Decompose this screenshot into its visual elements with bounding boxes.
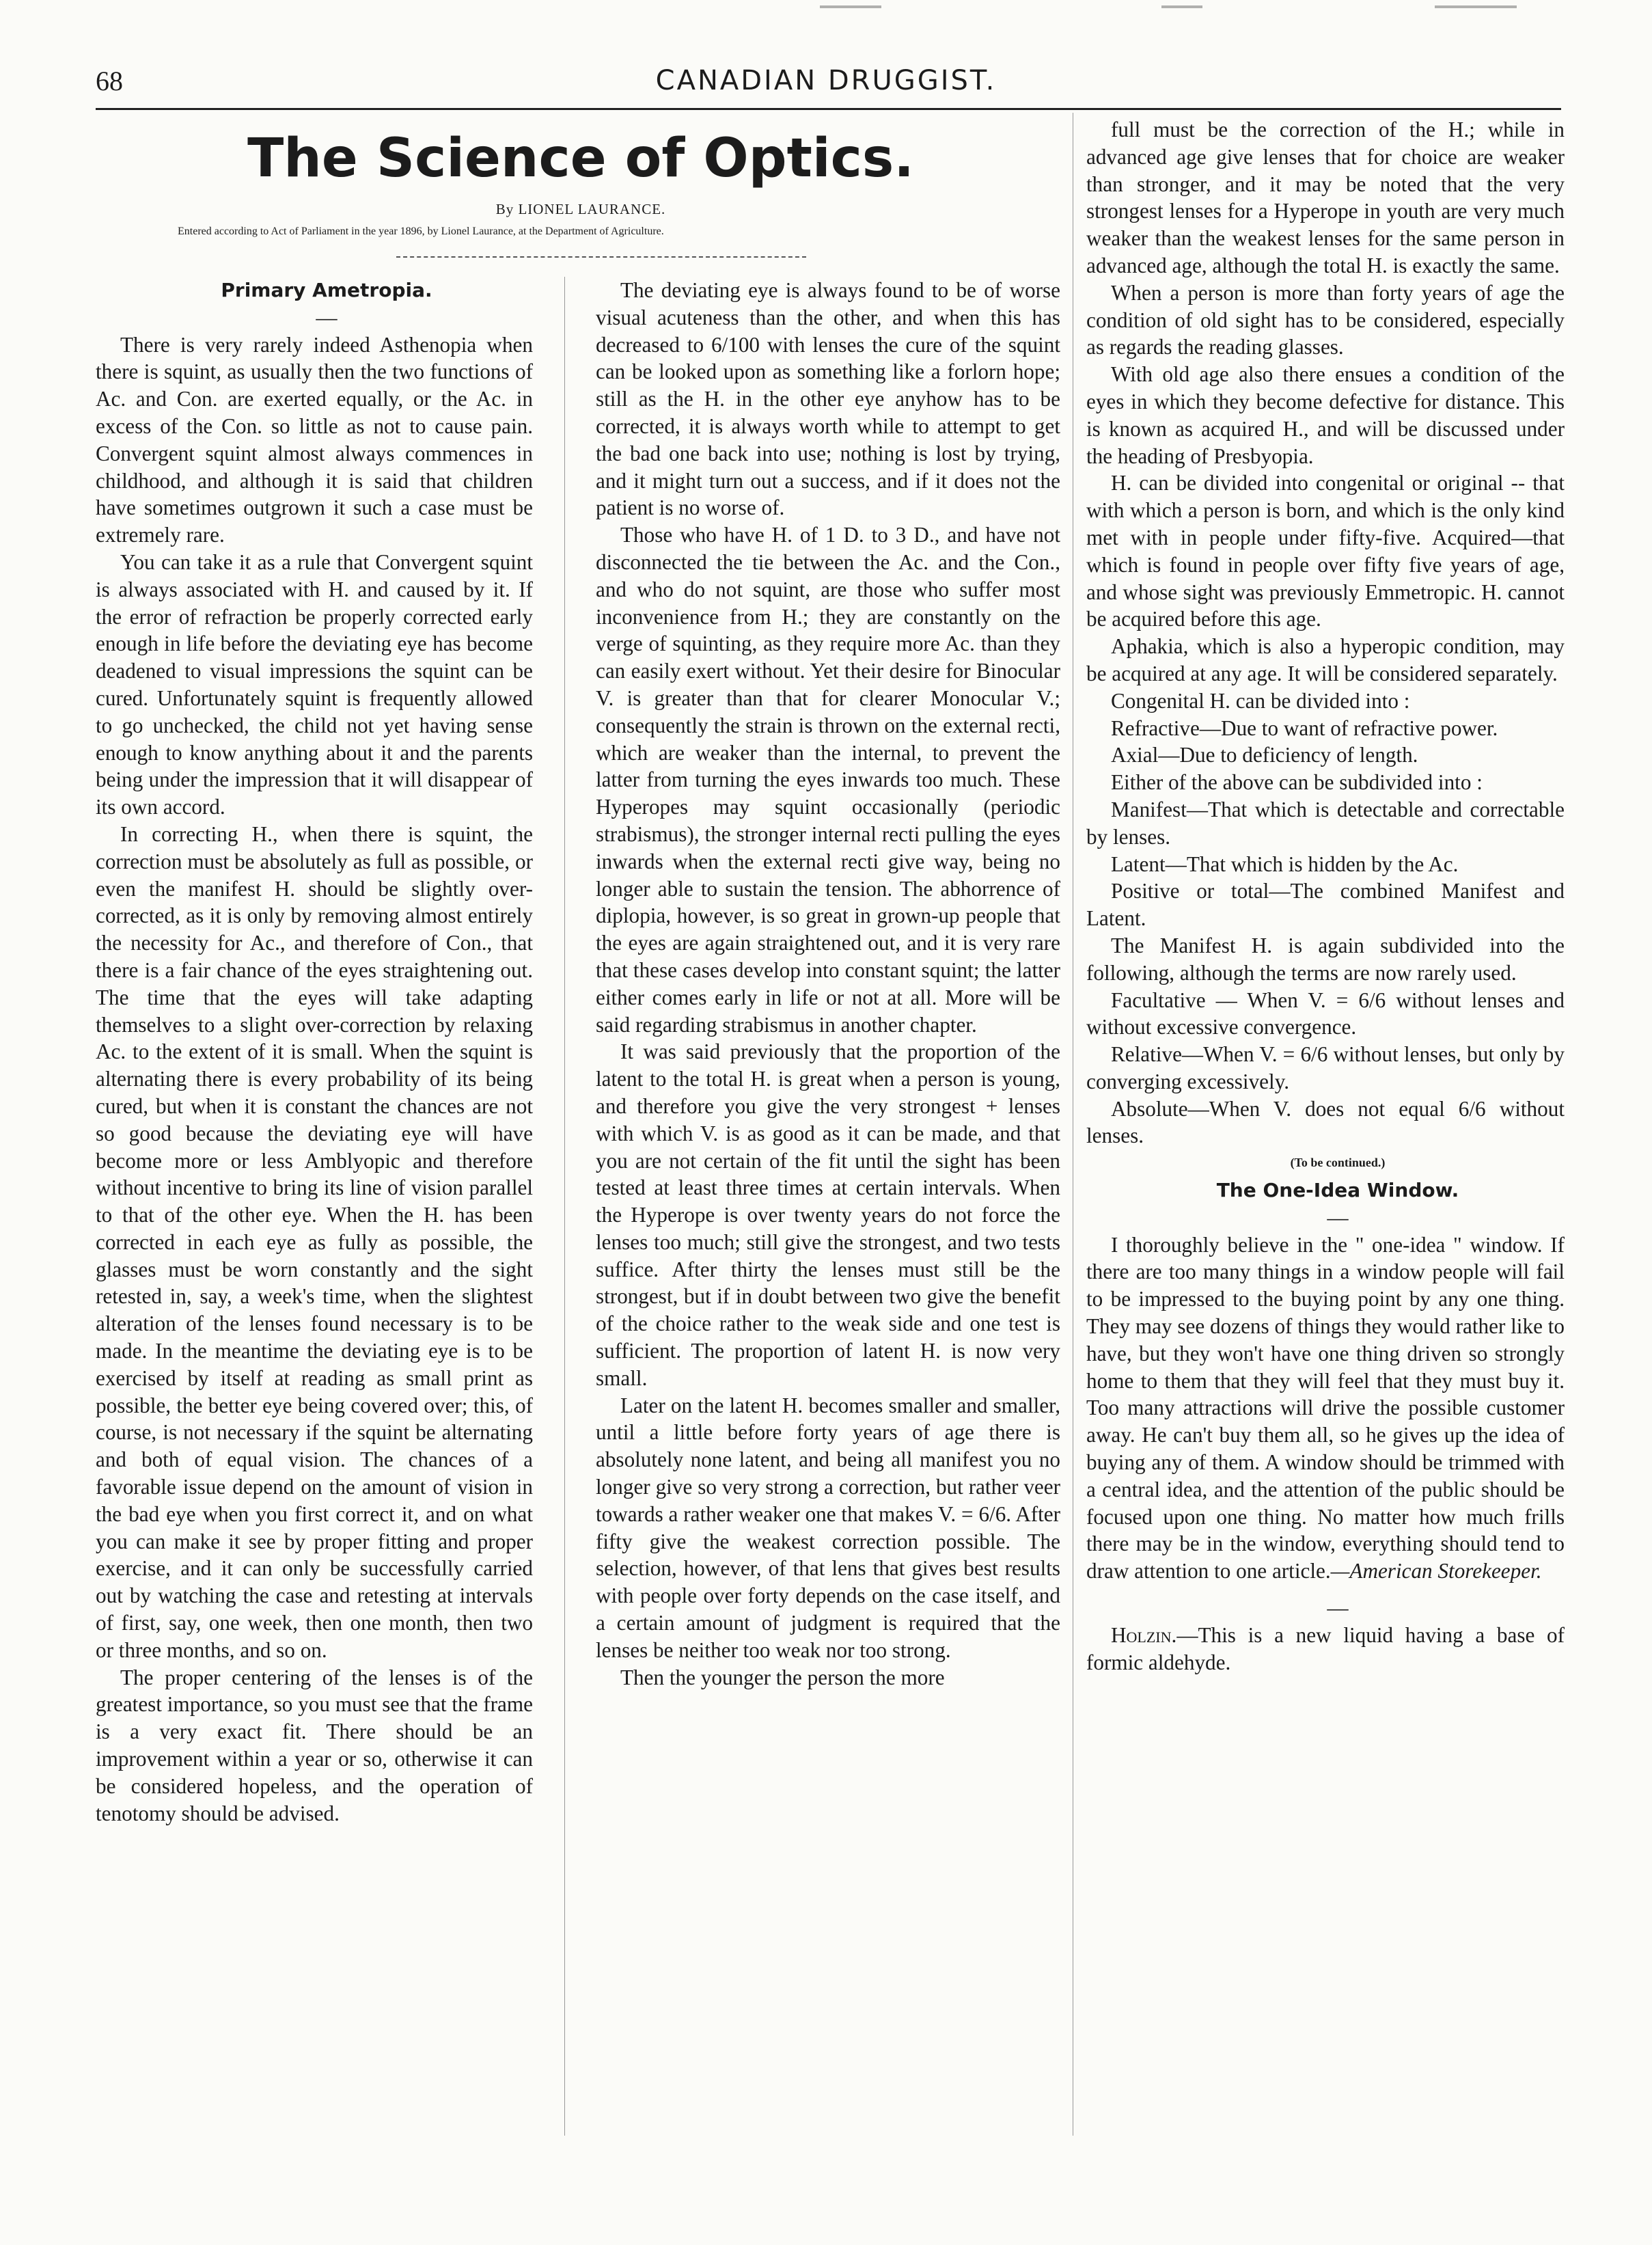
paragraph: The deviating eye is always found to be of worse visual acuteness than the other, and when this has decreased to 6/100 with lenses the cure of the squint can be looked upon as something like a forlorn hope; still as the H. in the other eye anyhow has to be corrected, it is always worth while to attempt to get the bad one back into use; nothing is lost by trying, and it might turn out a success, and if it does not the patient is no worse of. bbox=[596, 278, 1060, 520]
scan-speck bbox=[1161, 5, 1202, 8]
title-divider bbox=[396, 256, 806, 258]
paragraph: Absolute—When V. does not equal 6/6 without lenses. bbox=[1086, 1096, 1565, 1148]
paragraph: Positive or total—The combined Manifest and Latent. bbox=[1086, 879, 1565, 931]
section-divider: — bbox=[1327, 1205, 1349, 1229]
article2-body: I thoroughly believe in the " one-idea " window. If there are too many things in a window people will fail to be impressed to the buying point by any one thing. They may see dozens of things they would rather like to have, but they won't have one thing driven so strongly home to them that they will feel that they must buy it. Too many attractions will drive the possible customer away. He can't buy them all, so he gives up the idea of buying any of them. A window should be trimmed with a central idea, and the attention of the public should be focused upon one thing. No matter how much frills there may be in the window, everything should tend to draw attention to one article. bbox=[1086, 1232, 1565, 1583]
paragraph: It was said previously that the proportion of the latent to the total H. is great when a person is young, and therefore you give the very strongest + lenses with which V. is as good as it can be made, and that you are not certain of the fit until the sight has been tested at least three times at certain intervals. When the Hyperope is over twenty years do not force the lenses too much; still give the strongest, and two tests suffice. After thirty the lenses must still be the strongest, but if in doubt between two give the benefit of the choice rather to the weak side and one test is sufficient. The proportion of latent H. is now very small. bbox=[596, 1039, 1060, 1390]
paragraph: In correcting H., when there is squint, the correction must be absolutely as full as possible, or even the manifest H. should be slightly over-corrected, as it is only by removing almost entirely the necessity for Ac., and therefore of Con., that there is a fair chance of the eyes straightening out. The time that the eyes will take adapting themselves to a slight over-correction by relaxing Ac. to the extent of it is small. When the squint is alternating there is every probability of its being cured, but when it is constant the chances are not so good because the deviating eye will have become more or less Amblyopic and therefore without incentive to bring its line of vision parallel to that of the other eye. When the H. has been corrected in each eye as fully as possible, the glasses must be worn constantly and the sight retested in, say, a week's time, when the slightest alteration of the lenses found necessary is to be made. In the meantime the deviating eye is to be exercised by itself at reading as small print as possible, the better eye being covered over; this, of course, is not necessary if the squint be alternating and both of equal vision. The chances of a favorable issue depend on the amount of vision in the bad eye when you first correct it, and on what you can make it see by proper fitting and proper exercise, and it can only be successfully carried out by watching the case and retesting at intervals of first, say, one week, then one month, then two or three months, and so on. bbox=[96, 821, 533, 1662]
article2-title: The One-Idea Window. bbox=[1216, 1179, 1459, 1202]
paragraph: Relative—When V. = 6/6 without lenses, but only by converging excessively. bbox=[1086, 1042, 1565, 1093]
column-rule bbox=[564, 277, 565, 2136]
paragraph: full must be the correction of the H.; while in advanced age give lenses that for choice are weaker than stronger, and it may be noted that the very strongest lenses for a Hyperope in youth are very much weaker than the weakest lenses for the same person in advanced age, although the total H. is exactly the same. bbox=[1086, 118, 1565, 277]
continued-note: (To be continued.) bbox=[1290, 1156, 1386, 1170]
scan-speck bbox=[820, 5, 881, 8]
paragraph: When a person is more than forty years of age the condition of old sight has to be considered, especially as regards the reading glasses. bbox=[1086, 280, 1565, 359]
paragraph: With old age also there ensues a condition of the eyes in which they become defective for distance. This is known as acquired H., and will be discussed under the heading of Presbyopia. bbox=[1086, 362, 1565, 468]
running-title: CANADIAN DRUGGIST. bbox=[655, 65, 997, 96]
paragraph: Those who have H. of 1 D. to 3 D., and have not disconnected the tie between the Ac. and the Con., and who do not squint, are those who suffer most inconvenience from H.; they are constantly on the verge of squinting, as they require more Ac. than they can easily exert without. Yet their desire for Binocular V. is greater than that for clearer Monocular V.; consequently the strain is thrown on the external recti, which are weaker than the internal, to prevent the latter from turning the eyes inwards too much. These Hyperopes may squint occasionally (periodic strabismus), the stronger internal recti pulling the eyes inwards when the external recti give way, being no longer able to sustain the tension. The abhorrence of diplopia, however, is so great in grown-up people that the eyes are again straightened out, and it is very rare that these cases develop into constant squint; the latter either comes early in life or not at all. More will be said regarding strabismus in another chapter. bbox=[596, 523, 1060, 1037]
notice-name: Holzin. bbox=[1111, 1622, 1177, 1647]
notice-text: —This is a new liquid having a base of formic aldehyde. bbox=[1086, 1622, 1565, 1674]
paragraph: You can take it as a rule that Convergent squint is always associated with H. and caused by it. If the error of refraction be properly corrected early enough in life before the deviating eye has become deadened to visual impressions the squint can be cured. Unfortunately squint is frequently allowed to go unchecked, the child not yet having sense enough to know anything about it and the parents being under the impression that it will disappear of its own accord. bbox=[96, 549, 533, 819]
paragraph: Facultative — When V. = 6/6 without lenses and without excessive convergence. bbox=[1086, 988, 1565, 1039]
paragraph: There is very rarely indeed Asthenopia when there is squint, as usually then the two functions of Ac. and Con. are exerted equally, or the Ac. in excess of the Con. so little as not to cause pain. Convergent squint almost always commences in childhood, and although it is said that children have sometimes outgrown it such a case must be extremely rare. bbox=[96, 332, 533, 547]
paragraph: Later on the latent H. becomes smaller and smaller, until a little before forty years of age there is absolutely none latent, and being all manifest you no longer give so very strong a correction, but rather veer towards a rather weaker one that makes V. = 6/6. After fifty give the weakest correction possible. The selection, however, of that lens that gives best results with people over forty depends on the case itself, and a certain amount of judgment is required that the lenses be neither too weak nor too strong. bbox=[596, 1393, 1060, 1662]
header-rule bbox=[96, 108, 1561, 110]
column-3 bbox=[1086, 116, 1565, 1676]
paragraph: H. can be divided into congenital or original -- that with which a person is born, and which is the only kind met with in people under fifty-five. Acquired—that which is found in people over fifty five years of age, and whose sight was previously Emmetropic. H. cannot be acquired before this age. bbox=[1086, 471, 1565, 631]
column-1 bbox=[96, 277, 533, 1827]
paragraph: Then the younger the person the more bbox=[620, 1665, 945, 1689]
page-number: 68 bbox=[96, 66, 123, 96]
paragraph: Either of the above can be subdivided into : bbox=[1111, 770, 1483, 795]
paragraph: Refractive—Due to want of refractive power. bbox=[1111, 716, 1498, 740]
paragraph: Congenital H. can be divided into : bbox=[1111, 688, 1410, 713]
paragraph bbox=[1086, 1232, 1565, 1585]
paragraph: The Manifest H. is again subdivided into the following, although the terms are now rarely used. bbox=[1086, 933, 1565, 985]
article-header bbox=[96, 116, 1066, 258]
paragraph: The proper centering of the lenses is of the greatest importance, so you must see that the frame is a very exact fit. There should be an improvement within a year or so, otherwise it can be considered hopeless, and the operation of tenotomy should be advised. bbox=[96, 1665, 533, 1825]
byline: By LIONEL LAURANCE. bbox=[495, 200, 666, 217]
paragraph: Axial—Due to deficiency of length. bbox=[1111, 743, 1418, 767]
copyright-notice: Entered according to Act of Parliament in the year 1896, by Lionel Laurance, at the Department of Agriculture. bbox=[178, 225, 664, 237]
scan-speck bbox=[1435, 5, 1517, 8]
paragraph: Latent—That which is hidden by the Ac. bbox=[1111, 852, 1459, 876]
notice bbox=[1086, 1622, 1565, 1676]
paragraph: Manifest—That which is detectable and correctable by lenses. bbox=[1086, 797, 1565, 849]
section-heading: Primary Ametropia. bbox=[221, 279, 432, 301]
paragraph: Aphakia, which is also a hyperopic condition, may be acquired at any age. It will be considered separately. bbox=[1086, 634, 1565, 685]
article2-source: —American Storekeeper. bbox=[1330, 1559, 1542, 1583]
column-2 bbox=[596, 277, 1060, 1691]
section-divider: — bbox=[1327, 1596, 1349, 1620]
section-divider: — bbox=[316, 305, 338, 329]
article-title: The Science of Optics. bbox=[247, 128, 914, 189]
